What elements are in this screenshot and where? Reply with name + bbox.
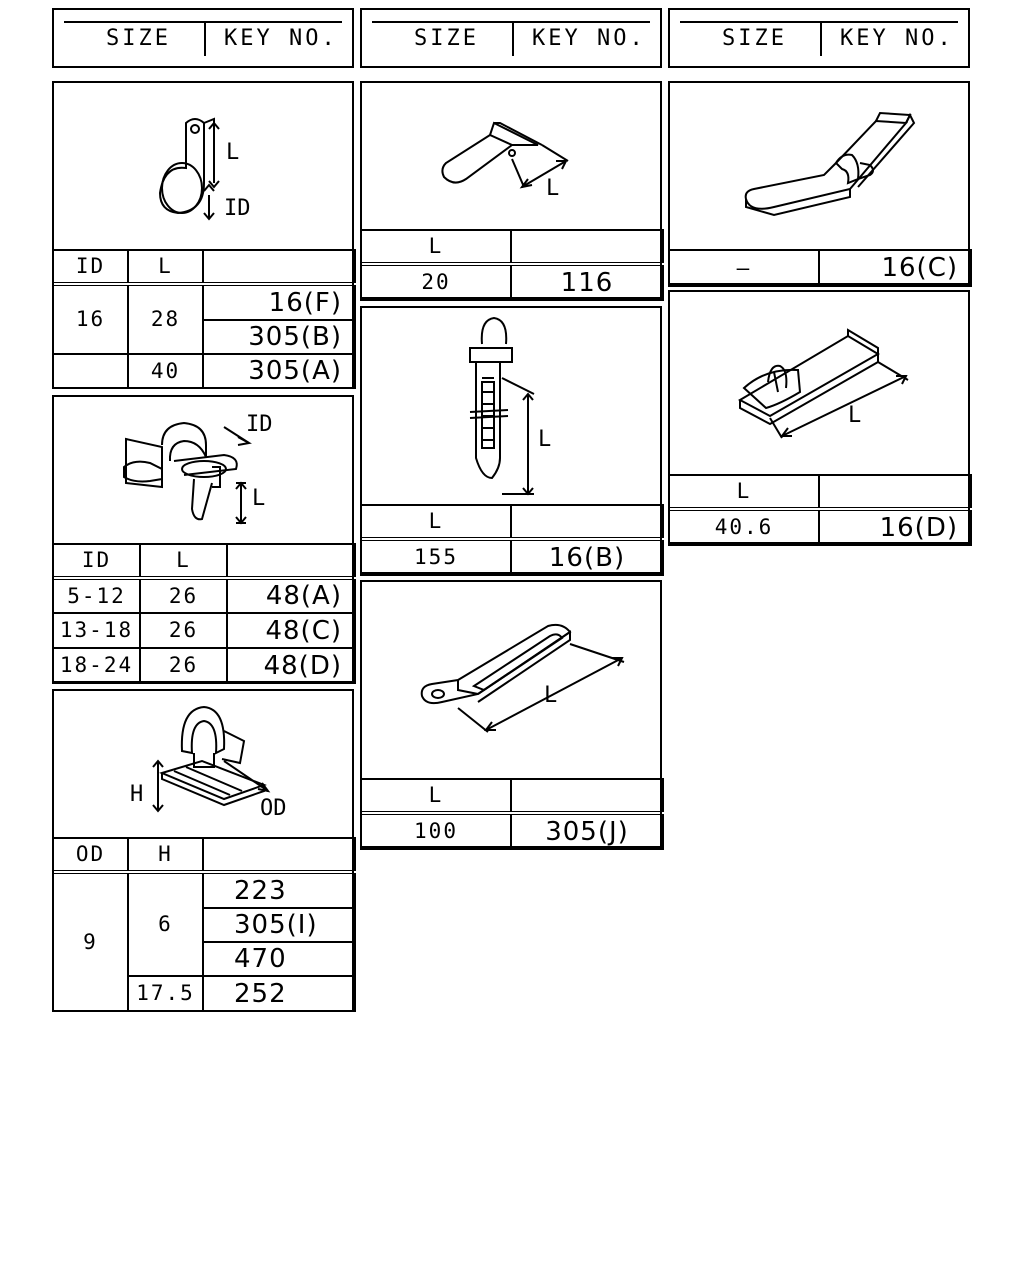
od-clip-illustration: [54, 691, 352, 839]
col-l: L: [361, 779, 511, 813]
tie-illustration: [362, 308, 660, 506]
cell-l: 155: [361, 539, 511, 575]
cell-od: 9: [53, 872, 128, 1011]
key-no: 305(B): [203, 320, 355, 354]
clip-id-illustration: [54, 83, 352, 251]
bent-clip-table: [360, 229, 664, 301]
col-id: ID: [53, 250, 128, 284]
fig-label-l: L: [226, 140, 240, 165]
fig-label-l: L: [252, 486, 266, 511]
cell-l: 28: [128, 284, 203, 354]
panel-bent-clip: [360, 81, 662, 299]
col-key: [511, 505, 663, 539]
panel-tie: [360, 306, 662, 574]
clip-id-table: [52, 249, 356, 389]
col-key: [203, 250, 355, 284]
long-bracket-illustration: [670, 83, 968, 251]
cell-l: 26: [140, 613, 227, 648]
double-clip-table: [52, 543, 356, 684]
cell-l: 20: [361, 264, 511, 300]
col-l: L: [361, 230, 511, 264]
bent-clip-illustration: [362, 83, 660, 231]
key-no: 48(A): [227, 578, 355, 613]
col-od: OD: [53, 838, 128, 872]
key-no: 16(B): [511, 539, 663, 575]
key-no: 223: [203, 872, 355, 908]
cell-l: 100: [361, 813, 511, 849]
column-header-1: [52, 8, 354, 68]
mount-table: [668, 474, 972, 546]
key-no: 48(C): [227, 613, 355, 648]
panel-long-bracket: [668, 81, 970, 285]
od-clip-table: [52, 837, 356, 1012]
cell-h: 17.5: [128, 976, 203, 1011]
col-l: L: [140, 544, 227, 578]
key-no-header: KEY NO.: [840, 26, 954, 51]
panel-strap: [360, 580, 662, 848]
fig-label-l: L: [848, 403, 862, 428]
key-no: 16(F): [203, 284, 355, 320]
size-header: SIZE: [106, 26, 171, 51]
panel-clip-id: [52, 81, 354, 389]
cell-h: 6: [128, 872, 203, 976]
col-key: [227, 544, 355, 578]
panel-od-clip: [52, 689, 354, 1012]
col-key: [819, 475, 971, 509]
column-header-2: [360, 8, 662, 68]
col-key: [203, 838, 355, 872]
key-no: 16(C): [819, 250, 971, 286]
key-no: 470: [203, 942, 355, 976]
fig-label-od: OD: [260, 796, 287, 821]
key-no: 305(J): [511, 813, 663, 849]
col-h: H: [128, 838, 203, 872]
tie-table: [360, 504, 664, 576]
col-key: [511, 779, 663, 813]
col-key: [511, 230, 663, 264]
fig-label-l: L: [546, 176, 560, 201]
cell-size: —: [669, 250, 819, 286]
cell-id: [53, 354, 128, 388]
key-no: 16(D): [819, 509, 971, 545]
key-no-header: KEY NO.: [532, 26, 646, 51]
col-l: L: [669, 475, 819, 509]
size-header: SIZE: [414, 26, 479, 51]
col-l: L: [361, 505, 511, 539]
col-id: ID: [53, 544, 140, 578]
fig-label-l: L: [538, 427, 552, 452]
strap-table: [360, 778, 664, 850]
column-header-3: [668, 8, 970, 68]
key-no: 252: [203, 976, 355, 1011]
cell-l: 26: [140, 648, 227, 683]
cell-l: 40.6: [669, 509, 819, 545]
key-no: 116: [511, 264, 663, 300]
fig-label-l: L: [544, 683, 558, 708]
fig-label-id: ID: [246, 412, 273, 437]
cell-l: 40: [128, 354, 203, 388]
panel-double-clip: [52, 395, 354, 683]
fig-label-id: ID: [224, 196, 251, 221]
cell-l: 26: [140, 578, 227, 613]
strap-illustration: [362, 582, 660, 780]
double-clip-illustration: [54, 397, 352, 545]
fig-label-h: H: [130, 782, 144, 807]
size-header: SIZE: [722, 26, 787, 51]
key-no: 305(A): [203, 354, 355, 388]
cell-id: 5-12: [53, 578, 140, 613]
key-no: 305(I): [203, 908, 355, 942]
panel-mount: [668, 290, 970, 544]
cell-id: 13-18: [53, 613, 140, 648]
mount-illustration: [670, 292, 968, 476]
cell-id: 18-24: [53, 648, 140, 683]
cell-id: 16: [53, 284, 128, 354]
col-l: L: [128, 250, 203, 284]
long-bracket-table: [668, 249, 972, 287]
key-no: 48(D): [227, 648, 355, 683]
key-no-header: KEY NO.: [224, 26, 338, 51]
